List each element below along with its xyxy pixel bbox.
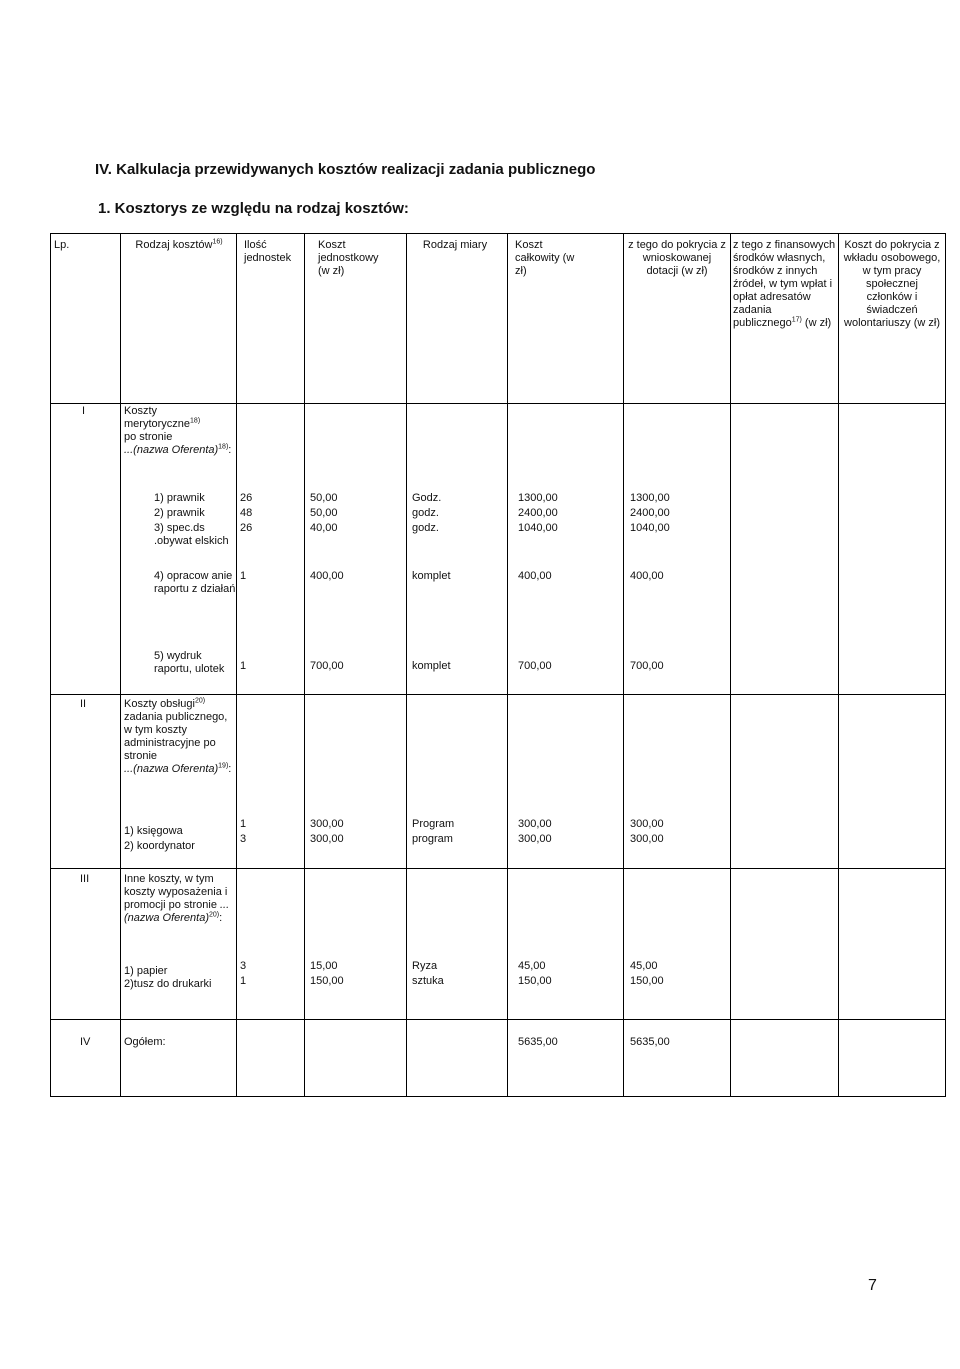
row-grant: 400,00 bbox=[630, 570, 664, 582]
section-3-offerer: ... (nazwa Oferenta) bbox=[124, 899, 230, 924]
table-col-line bbox=[406, 233, 407, 1096]
row-grant: 700,00 bbox=[630, 660, 664, 672]
section-1-offerer: ...(nazwa Oferenta) bbox=[124, 444, 219, 456]
header-own-funds-unit: (w zł) bbox=[804, 317, 832, 329]
section-2-footnote2: 19) bbox=[218, 762, 229, 770]
table-row-line bbox=[50, 403, 946, 404]
table-row-line bbox=[50, 1019, 946, 1020]
row-label: 1) papier bbox=[124, 965, 168, 977]
header-own-funds-footnote: 17) bbox=[791, 316, 802, 324]
row-quantity: 1 bbox=[240, 818, 247, 830]
row-total: 2400,00 bbox=[518, 507, 558, 519]
header-own-funds-label: z tego z finansowych środków własnych, środków z innych źródeł, w tym wpłat i opłat adresatów zadania publicznego bbox=[733, 239, 836, 329]
table-row-line bbox=[50, 868, 946, 869]
section-1-title: Koszty merytoryczne$^{18)}$ po stronie ...(nazwa Oferenta)$^{18)}$: bbox=[124, 405, 234, 457]
section-2-title-text: Koszty obsługi bbox=[124, 698, 195, 710]
row-total: 1300,00 bbox=[518, 492, 558, 504]
section-2-offerer: ...(nazwa Oferenta) bbox=[124, 763, 219, 775]
grand-total-grant: 5635,00 bbox=[630, 1036, 670, 1048]
total-label: Ogółem: bbox=[124, 1036, 166, 1048]
table-col-line bbox=[304, 233, 305, 1096]
section-1-line2: po stronie bbox=[124, 431, 173, 443]
row-grant: 300,00 bbox=[630, 833, 664, 845]
row-label: 1) księgowa bbox=[124, 825, 183, 837]
row-unit-cost: 50,00 bbox=[310, 492, 338, 504]
header-lp: Lp. bbox=[54, 239, 70, 251]
section-1-title-text: Koszty merytoryczne bbox=[124, 405, 191, 430]
section-3-number: III bbox=[80, 873, 90, 885]
row-total: 400,00 bbox=[518, 570, 552, 582]
table-col-line bbox=[120, 233, 121, 1096]
row-measure: godz. bbox=[412, 522, 439, 534]
section-1-footnote2: 18) bbox=[218, 443, 229, 451]
table-border-bottom bbox=[50, 1096, 946, 1097]
row-unit-cost: 400,00 bbox=[310, 570, 344, 582]
section-3-footnote: 20) bbox=[208, 911, 220, 919]
section-title: IV. Kalkulacja przewidywanych kosztów realizacji zadania publicznego bbox=[95, 161, 596, 178]
row-unit-cost: 150,00 bbox=[310, 975, 344, 987]
row-quantity: 3 bbox=[240, 833, 247, 845]
row-unit-cost: 300,00 bbox=[310, 818, 344, 830]
row-measure: program bbox=[412, 833, 453, 845]
table-col-line bbox=[730, 233, 731, 1096]
row-label: 3) spec.ds .obywat elskich bbox=[154, 522, 229, 547]
table-border-left bbox=[50, 233, 51, 1096]
table-col-line bbox=[623, 233, 624, 1096]
row-unit-cost: 50,00 bbox=[310, 507, 338, 519]
row-total: 300,00 bbox=[518, 833, 552, 845]
table-col-line bbox=[236, 233, 237, 1096]
row-total: 1040,00 bbox=[518, 522, 558, 534]
row-grant: 150,00 bbox=[630, 975, 664, 987]
header-quantity: Ilość jednostek bbox=[244, 239, 292, 264]
header-measure-type: Rodzaj miary bbox=[422, 239, 488, 251]
header-total-cost: Koszt całkowity (w zł) bbox=[515, 239, 575, 277]
subsection-title: 1. Kosztorys ze względu na rodzaj kosztów: bbox=[98, 200, 409, 217]
row-label: 1) prawnik bbox=[154, 492, 205, 504]
row-total: 300,00 bbox=[518, 818, 552, 830]
row-grant: 1300,00 bbox=[630, 492, 670, 504]
section-1-footnote: 18) bbox=[190, 417, 201, 425]
header-cost-type-footnote: 16) bbox=[212, 238, 223, 246]
row-total: 150,00 bbox=[518, 975, 552, 987]
header-personal-contribution: Koszt do pokrycia z wkładu osobowego, w tym pracy społecznej członków i świadczeń wolontariuszy (w zł) bbox=[843, 239, 941, 329]
row-measure: komplet bbox=[412, 660, 451, 672]
row-grant: 2400,00 bbox=[630, 507, 670, 519]
row-measure: Program bbox=[412, 818, 455, 830]
row-total: 45,00 bbox=[518, 960, 546, 972]
header-unit-cost: Koszt jednostkowy (w zł) bbox=[318, 239, 379, 277]
row-quantity: 48 bbox=[240, 507, 253, 519]
table-border-right bbox=[945, 233, 946, 1096]
row-quantity: 1 bbox=[240, 975, 247, 987]
row-measure: sztuka bbox=[412, 975, 444, 987]
row-grant: 1040,00 bbox=[630, 522, 670, 534]
header-cost-type-label: Rodzaj kosztów bbox=[135, 239, 213, 251]
row-label: 5) wydruk raportu, ulotek bbox=[154, 650, 225, 675]
header-cost-type bbox=[122, 239, 236, 252]
row-total: 700,00 bbox=[518, 660, 552, 672]
row-quantity: 1 bbox=[240, 570, 247, 582]
section-4-number: IV bbox=[80, 1036, 91, 1048]
row-label: 2) koordynator bbox=[124, 840, 195, 852]
table-col-line bbox=[507, 233, 508, 1096]
row-measure: Godz. bbox=[412, 492, 442, 504]
row-unit-cost: 300,00 bbox=[310, 833, 344, 845]
row-measure: Ryza bbox=[412, 960, 438, 972]
row-label: 2)tusz do drukarki bbox=[124, 978, 212, 990]
row-measure: godz. bbox=[412, 507, 439, 519]
row-measure: komplet bbox=[412, 570, 451, 582]
row-quantity: 26 bbox=[240, 522, 253, 534]
row-quantity: 3 bbox=[240, 960, 247, 972]
row-label: 2) prawnik bbox=[154, 507, 205, 519]
row-grant: 45,00 bbox=[630, 960, 658, 972]
section-3-title: Inne koszty, w tym koszty wyposażenia i promocji po stronie ... (nazwa Oferenta)$^{20)}$: bbox=[124, 873, 230, 924]
grand-total: 5635,00 bbox=[518, 1036, 558, 1048]
table-col-line bbox=[838, 233, 839, 1096]
section-3-text: Inne koszty, w tym koszty wyposażenia i promocji po stronie bbox=[124, 873, 228, 911]
header-own-funds bbox=[733, 239, 836, 330]
section-2-title: Koszty obsługi$^{20)}$ zadania publicznego, w tym koszty administracyjne po stronie ...(nazwa Oferenta)$^{19)}$: bbox=[124, 697, 232, 775]
page-number: 7 bbox=[868, 1277, 877, 1294]
row-quantity: 26 bbox=[240, 492, 253, 504]
section-2-text: zadania publicznego, w tym koszty administracyjne po stronie bbox=[124, 711, 228, 762]
row-quantity: 1 bbox=[240, 660, 247, 672]
section-2-footnote: 20) bbox=[194, 697, 206, 705]
row-label: 4) opracow anie raportu z działań bbox=[154, 570, 236, 595]
table-row-line bbox=[50, 694, 946, 695]
row-unit-cost: 15,00 bbox=[310, 960, 338, 972]
table-border-top bbox=[50, 233, 946, 234]
header-grant: z tego do pokrycia z wnioskowanej dotacji (w zł) bbox=[628, 239, 726, 277]
row-unit-cost: 700,00 bbox=[310, 660, 344, 672]
row-unit-cost: 40,00 bbox=[310, 522, 338, 534]
row-grant: 300,00 bbox=[630, 818, 664, 830]
section-2-number: II bbox=[80, 698, 87, 710]
section-1-number: I bbox=[82, 405, 86, 417]
